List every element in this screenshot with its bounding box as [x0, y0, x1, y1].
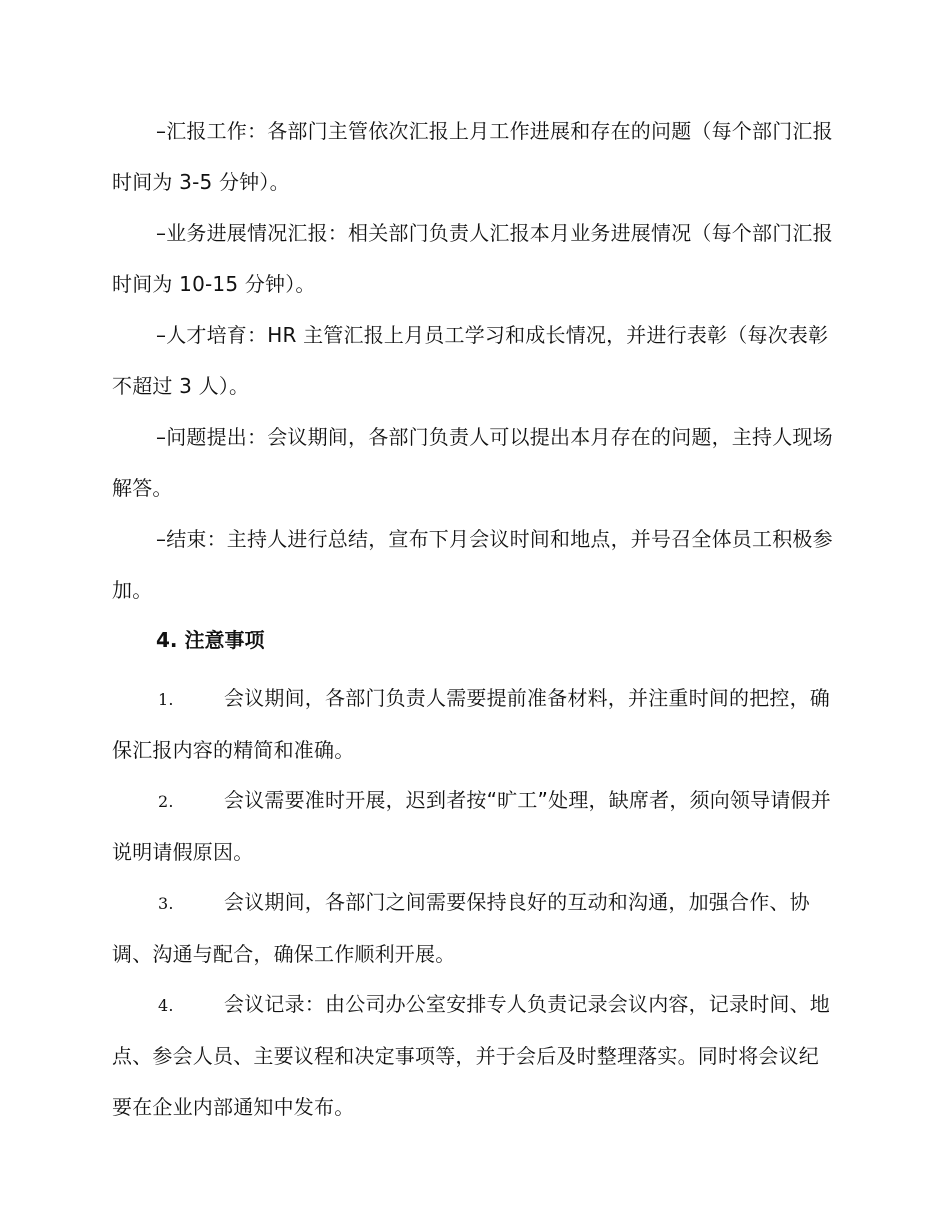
- note-text: 会议期间，各部门负责人需要提前准备材料，并注重时间的把控，确保汇报内容的精简和准确。: [112, 686, 830, 762]
- agenda-item-issue-raising: –问题提出：会议期间，各部门负责人可以提出本月存在的问题，主持人现场解答。: [112, 425, 833, 500]
- agenda-item-talent-development: –人才培育：HR 主管汇报上月员工学习和成长情况，并进行表彰（每次表彰不超过 3 人）。: [112, 323, 829, 398]
- agenda-item-business-progress: –业务进展情况汇报：相关部门负责人汇报本月业务进展情况（每个部门汇报时间为 10-15 分钟）。: [112, 221, 833, 296]
- section-heading-notes: 4. 注意事项: [156, 628, 265, 652]
- note-number: 3.: [158, 894, 174, 913]
- note-item-4: [112, 979, 834, 1133]
- note-text: 会议需要准时开展，迟到者按“旷工”处理，缺席者，须向领导请假并说明请假原因。: [112, 788, 831, 864]
- agenda-item-report-work: –汇报工作：各部门主管依次汇报上月工作进展和存在的问题（每个部门汇报时间为 3-5 分钟）。: [112, 119, 833, 194]
- agenda-item-closing: –结束：主持人进行总结，宣布下月会议时间和地点，并号召全体员工积极参加。: [112, 527, 833, 602]
- note-number: 4.: [158, 996, 174, 1015]
- note-item-2: [112, 775, 834, 878]
- note-text: 会议记录：由公司办公室安排专人负责记录会议内容，记录时间、地点、参会人员、主要议程和决定事项等，并于会后及时整理落实。同时将会议纪要在企业内部通知中发布。: [112, 992, 830, 1119]
- note-item-3: [112, 877, 834, 980]
- note-number: 1.: [158, 690, 174, 709]
- note-text: 会议期间，各部门之间需要保持良好的互动和沟通，加强合作、协调、沟通与配合，确保工作顺利开展。: [112, 890, 810, 966]
- note-item-1: [112, 673, 834, 776]
- note-number: 2.: [158, 792, 174, 811]
